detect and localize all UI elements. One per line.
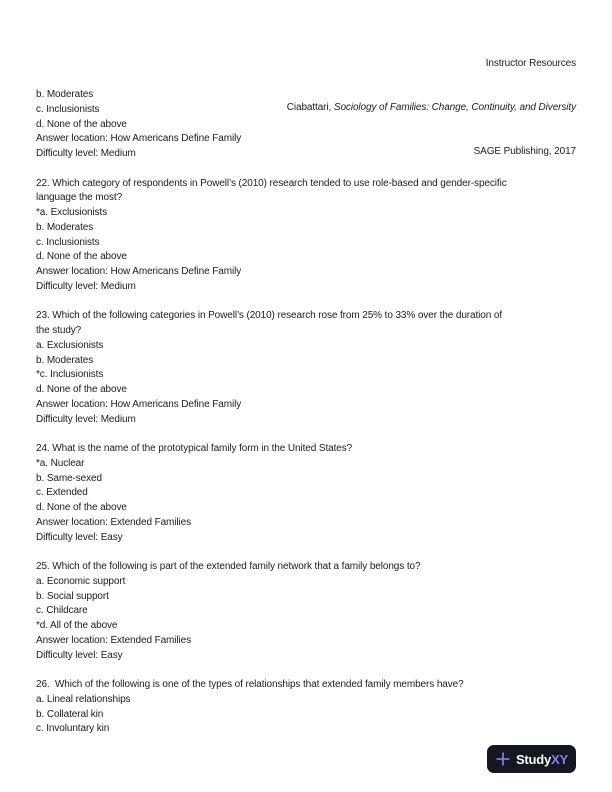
text-line: language the most? — [36, 192, 123, 204]
text-line: the study? — [36, 325, 82, 336]
plus-icon — [495, 751, 511, 767]
text-line: c. Involuntary kin — [36, 723, 110, 735]
text-line: Answer location: How Americans Define Family — [36, 266, 242, 277]
text-line: Answer location: How Americans Define Family — [36, 398, 242, 410]
text-line: Difficulty level: Medium — [36, 148, 136, 159]
paragraph-block — [36, 678, 582, 737]
text-line: a. Economic support — [36, 575, 126, 587]
brand-text-accent: XY — [551, 751, 569, 767]
text-line: c. Extended — [36, 487, 88, 499]
text-line: c. Inclusionists — [36, 103, 100, 115]
paragraph-block — [36, 177, 582, 295]
text-line: 24. What is the name of the prototypical family form in the United States? — [36, 443, 353, 454]
text-line: *d. All of the above — [36, 620, 118, 631]
text-line: Difficulty level: Medium — [36, 280, 136, 292]
text-line: c. Inclusionists — [36, 236, 100, 248]
text-line: b. Moderates — [36, 221, 94, 233]
text-line: b. Moderates — [36, 354, 94, 366]
text-line: d. None of the above — [36, 384, 127, 395]
text-line: d. None of the above — [36, 118, 127, 130]
text-line: 26. Which of the following is one of the types of relationships that extended family members have? — [36, 679, 464, 690]
text-line: Difficulty level: Easy — [36, 531, 123, 543]
text-line: *a. Exclusionists — [36, 207, 108, 218]
header-book-title: Sociology of Families: Change, Continuity, and Diversity — [333, 101, 576, 113]
text-line: c. Childcare — [36, 605, 88, 617]
text-line: 23. Which of the following categories in Powell’s (2010) research rose from 25% to 33% over the duration of — [36, 310, 503, 322]
paragraph-block — [36, 442, 582, 545]
text-line: Difficulty level: Easy — [36, 649, 123, 661]
paragraph-block — [36, 560, 582, 663]
text-line: b. Social support — [36, 590, 109, 602]
header-line-publisher: SAGE Publishing, 2017 — [473, 146, 576, 157]
question-blocks — [36, 88, 582, 737]
text-line: *a. Nuclear — [36, 457, 85, 469]
header-author: Ciabattari, — [286, 101, 334, 113]
text-line: Answer location: How Americans Define Family — [36, 133, 242, 145]
text-line: *c. Inclusionists — [36, 369, 104, 381]
text-line: b. Moderates — [36, 89, 94, 100]
header-line-resources: Instructor Resources — [485, 57, 576, 69]
text-line: d. None of the above — [36, 251, 127, 263]
studyxy-logo-badge — [487, 745, 576, 773]
text-line: Answer location: Extended Families — [36, 516, 192, 528]
paragraph-block — [36, 309, 582, 427]
paragraph-block — [36, 88, 582, 162]
text-line: b. Collateral kin — [36, 708, 104, 720]
text-line: d. None of the above — [36, 502, 127, 513]
text-line: Difficulty level: Medium — [36, 413, 136, 425]
brand-text-primary: Study — [515, 751, 552, 767]
text-line: b. Same-sexed — [36, 472, 102, 484]
brand-wordmark — [516, 752, 568, 767]
text-line: 22. Which category of respondents in Powell’s (2010) research tended to use role-based and gender-specific — [36, 177, 507, 189]
text-line: a. Exclusionists — [36, 339, 104, 351]
text-line: Answer location: Extended Families — [36, 634, 192, 646]
text-line: 25. Which of the following is part of the extended family network that a family belongs to? — [36, 561, 421, 572]
text-line: a. Lineal relationships — [36, 693, 131, 705]
